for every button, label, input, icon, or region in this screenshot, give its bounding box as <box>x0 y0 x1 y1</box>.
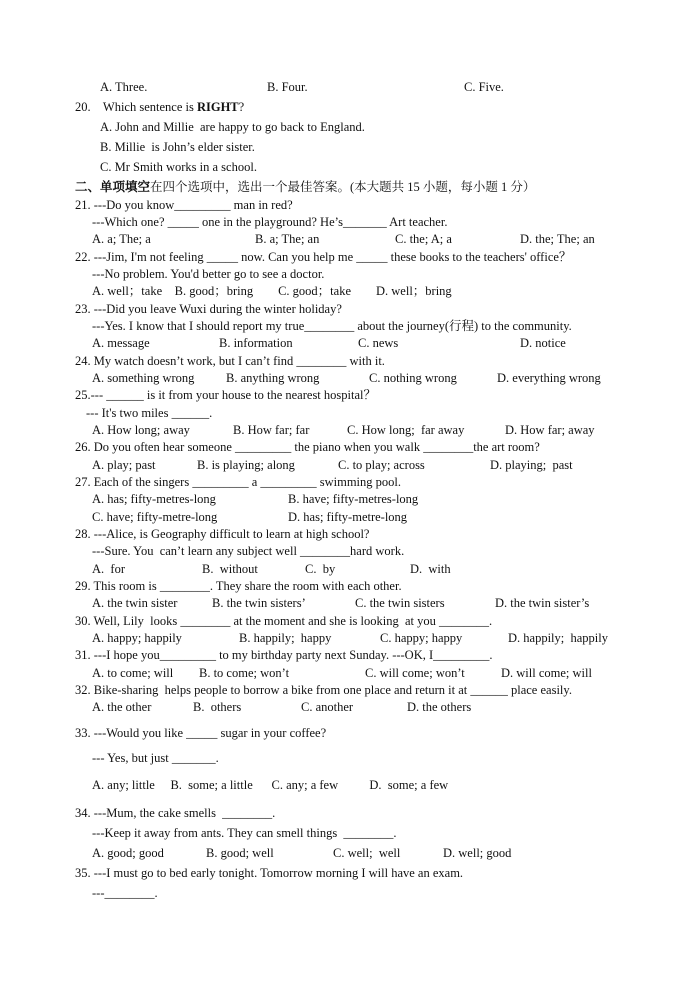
text-line <box>0 179 696 195</box>
line-text: 21. ---Do you know_________ man in red? <box>75 198 293 212</box>
line-text: 24. My watch doesn’t work, but I can’t find ________ with it. <box>75 354 385 368</box>
text-line <box>0 777 696 793</box>
line-cell <box>464 79 504 95</box>
line-text: ---________. <box>92 886 158 900</box>
line-cell <box>92 491 216 507</box>
line-cell <box>407 699 471 715</box>
line-text: A. any; little B. some; a little C. any; a few D. some; a few <box>92 778 449 792</box>
line-cell <box>100 119 365 135</box>
line-cell <box>75 805 275 821</box>
line-cell <box>92 214 447 230</box>
text-line <box>0 457 696 473</box>
line-text: 30. Well, Lily looks ________ at the moment and she is looking at you ________. <box>75 614 493 628</box>
line-text: A. happy; happily <box>92 631 182 645</box>
text-line <box>0 139 696 155</box>
text-line <box>0 647 696 663</box>
line-text: 32. Bike-sharing helps people to borrow a bike from one place and return it at ______ place easily. <box>75 683 572 697</box>
line-segment: B. without <box>202 562 258 576</box>
line-cell <box>75 865 463 881</box>
line-segment: 在四个选项中，选出一个最佳答案。(本大题共 15 小题，每小题 1 分） <box>150 180 536 194</box>
line-cell <box>355 595 445 611</box>
line-cell <box>369 370 457 386</box>
text-line <box>0 318 696 334</box>
line-text: ---Sure. You can’t learn any subject well ________hard work. <box>92 544 405 558</box>
text-line <box>0 301 696 317</box>
line-cell <box>92 422 190 438</box>
line-cell <box>92 699 151 715</box>
text-line <box>0 231 696 247</box>
text-line <box>0 665 696 681</box>
line-segment: B. is playing; along <box>197 458 295 472</box>
line-cell <box>358 335 398 351</box>
line-text: A. How long; away <box>92 423 190 437</box>
text-line <box>0 79 696 95</box>
line-segment: C. another <box>301 700 354 714</box>
line-segment: D. the; The; an <box>520 232 595 246</box>
line-cell <box>92 231 151 247</box>
line-text: A. good; good <box>92 846 164 860</box>
line-text: C. have; fifty-metre-long <box>92 510 218 524</box>
line-text: A. the twin sister <box>92 596 178 610</box>
line-segment: C. Five. <box>464 80 504 94</box>
line-segment: B. happily; happy <box>239 631 332 645</box>
line-segment: C. news <box>358 336 399 350</box>
line-text: A. something wrong <box>92 371 195 385</box>
text-line <box>0 197 696 213</box>
line-text: A. Three. <box>100 80 148 94</box>
text-line <box>0 99 696 115</box>
line-cell <box>92 825 397 841</box>
text-line <box>0 825 696 841</box>
line-cell <box>288 491 418 507</box>
line-cell <box>75 647 493 663</box>
line-cell <box>226 370 319 386</box>
line-cell <box>92 318 572 334</box>
text-line <box>0 387 696 403</box>
line-cell <box>443 845 511 861</box>
text-line <box>0 526 696 542</box>
line-cell <box>508 630 608 646</box>
line-cell <box>92 885 158 901</box>
text-line <box>0 578 696 594</box>
text-line <box>0 885 696 901</box>
line-segment: D. notice <box>520 336 566 350</box>
line-text: A. message <box>92 336 150 350</box>
line-cell <box>92 266 324 282</box>
text-line <box>0 561 696 577</box>
line-text: A. for <box>92 562 125 576</box>
line-cell <box>333 845 400 861</box>
text-line <box>0 699 696 715</box>
line-cell <box>100 159 257 175</box>
line-text: 35. ---I must go to bed early tonight. Tomorrow morning I will have an exam. <box>75 866 464 880</box>
line-cell <box>92 457 156 473</box>
line-cell <box>520 231 595 247</box>
line-text: ---Which one? _____ one in the playground? He’s_______ Art teacher. <box>92 215 448 229</box>
line-segment: B. have; fifty-metres-long <box>288 492 419 506</box>
line-segment: B. to come; won’t <box>199 666 290 680</box>
line-segment: D. happily; happily <box>508 631 608 645</box>
line-cell <box>380 630 462 646</box>
text-line <box>0 249 696 265</box>
line-cell <box>100 139 255 155</box>
line-text: 26. Do you often hear someone _________ the piano when you walk ________the art room? <box>75 440 540 454</box>
line-text: ---Yes. I know that I should report my true________ about the journey(行程) to the community. <box>92 319 572 333</box>
line-text: 28. ---Alice, is Geography difficult to learn at high school? <box>75 527 370 541</box>
line-cell <box>75 578 402 594</box>
line-segment: B. information <box>219 336 293 350</box>
line-cell <box>100 79 147 95</box>
text-line <box>0 750 696 766</box>
line-text: 34. ---Mum, the cake smells ________. <box>75 806 276 820</box>
line-cell <box>193 699 241 715</box>
line-text: ---Keep it away from ants. They can smell things ________. <box>92 826 397 840</box>
line-cell <box>233 422 309 438</box>
line-segment: C. well; well <box>333 846 401 860</box>
text-line <box>0 353 696 369</box>
text-line <box>0 474 696 490</box>
line-cell <box>75 197 293 213</box>
line-cell <box>501 665 592 681</box>
line-segment: B. good; well <box>206 846 274 860</box>
line-text: --- Yes, but just _______. <box>92 751 219 765</box>
line-segment: D. has; fifty-metre-long <box>288 510 408 524</box>
line-cell <box>75 249 571 265</box>
line-segment: B. Four. <box>267 80 308 94</box>
text-line <box>0 159 696 175</box>
line-cell <box>202 561 258 577</box>
text-line <box>0 805 696 821</box>
line-text: C. Mr Smith works in a school. <box>100 160 257 174</box>
text-line <box>0 865 696 881</box>
line-text: 29. This room is ________. They share the room with each other. <box>75 579 402 593</box>
line-cell <box>75 526 369 542</box>
line-segment: B. anything wrong <box>226 371 320 385</box>
line-text: A. well；take B. good；bring C. good；take D. well；bring <box>92 284 452 298</box>
line-cell <box>92 845 164 861</box>
line-segment: B. others <box>193 700 242 714</box>
line-text: A. to come; will <box>92 666 174 680</box>
line-text: 23. ---Did you leave Wuxi during the winter holiday? <box>75 302 342 316</box>
line-cell <box>338 457 425 473</box>
line-segment: D. everything wrong <box>497 371 601 385</box>
line-cell <box>288 509 407 525</box>
text-line <box>0 630 696 646</box>
text-line <box>0 405 696 421</box>
text-line <box>0 214 696 230</box>
line-cell <box>75 725 326 741</box>
line-text: B. Millie is John’s elder sister. <box>100 140 255 154</box>
line-segment: D. will come; will <box>501 666 592 680</box>
text-line <box>0 682 696 698</box>
line-segment: D. the others <box>407 700 472 714</box>
line-segment: C. happy; happy <box>380 631 463 645</box>
line-cell <box>75 179 535 195</box>
line-text: A. a; The; a <box>92 232 151 246</box>
line-segment: C. will come; won’t <box>365 666 465 680</box>
text-line <box>0 613 696 629</box>
line-cell <box>301 699 353 715</box>
line-cell <box>92 561 125 577</box>
line-cell <box>86 405 212 421</box>
text-line <box>0 509 696 525</box>
line-text: ---No problem. You'd better go to see a doctor. <box>92 267 325 281</box>
line-text: 25.--- ______ is it from your house to the nearest hospital？ <box>75 388 376 402</box>
line-cell <box>212 595 306 611</box>
line-segment: ? <box>238 100 245 114</box>
line-text: A. the other <box>92 700 152 714</box>
line-cell <box>75 682 572 698</box>
line-segment: D. playing; past <box>490 458 573 472</box>
line-cell <box>497 370 601 386</box>
line-cell <box>92 630 182 646</box>
line-cell <box>199 665 289 681</box>
line-cell <box>365 665 465 681</box>
text-line <box>0 422 696 438</box>
line-text: --- It's two miles ______. <box>86 406 213 420</box>
line-cell <box>410 561 451 577</box>
line-cell <box>520 335 566 351</box>
line-cell <box>92 750 219 766</box>
text-line <box>0 266 696 282</box>
line-text: 20. Which sentence is <box>75 100 197 114</box>
line-cell <box>206 845 274 861</box>
line-segment: D. the twin sister’s <box>495 596 590 610</box>
line-text: 27. Each of the singers _________ a _________ swimming pool. <box>75 475 402 489</box>
line-cell <box>267 79 308 95</box>
line-cell <box>75 387 376 403</box>
line-text: A. John and Millie are happy to go back to England. <box>100 120 365 134</box>
text-line <box>0 370 696 386</box>
text-line <box>0 335 696 351</box>
line-segment: C. to play; across <box>338 458 425 472</box>
line-cell <box>75 353 385 369</box>
line-text: 二、单项填空 <box>75 180 151 194</box>
line-text: A. has; fifty-metres-long <box>92 492 216 506</box>
line-cell <box>75 301 342 317</box>
text-line <box>0 595 696 611</box>
line-segment: C. the; A; a <box>395 232 452 246</box>
text-line <box>0 845 696 861</box>
text-line <box>0 725 696 741</box>
line-cell <box>92 665 173 681</box>
line-cell <box>75 439 540 455</box>
line-cell <box>92 543 404 559</box>
line-segment: C. by <box>305 562 336 576</box>
line-cell <box>92 777 448 793</box>
line-cell <box>505 422 595 438</box>
line-cell <box>92 335 150 351</box>
text-line <box>0 283 696 299</box>
line-cell <box>490 457 573 473</box>
text-line <box>0 491 696 507</box>
line-cell <box>75 474 401 490</box>
line-segment: C. How long; far away <box>347 423 465 437</box>
line-cell <box>255 231 319 247</box>
line-text: 31. ---I hope you_________ to my birthday party next Sunday. ---OK, I_________. <box>75 648 493 662</box>
line-cell <box>92 595 177 611</box>
line-cell <box>395 231 452 247</box>
text-line <box>0 119 696 135</box>
line-cell <box>75 99 244 115</box>
line-segment: RIGHT <box>196 100 239 114</box>
line-cell <box>92 370 194 386</box>
text-line <box>0 439 696 455</box>
text-line <box>0 543 696 559</box>
line-cell <box>92 509 217 525</box>
line-text: A. play; past <box>92 458 156 472</box>
line-cell <box>347 422 464 438</box>
line-text: 33. ---Would you like _____ sugar in your coffee? <box>75 726 327 740</box>
line-cell <box>239 630 331 646</box>
line-cell <box>197 457 295 473</box>
line-segment: C. the twin sisters <box>355 596 445 610</box>
line-segment: B. the twin sisters’ <box>212 596 306 610</box>
line-segment: D. well; good <box>443 846 512 860</box>
line-segment: C. nothing wrong <box>369 371 457 385</box>
line-segment: D. How far; away <box>505 423 595 437</box>
line-text: 22. ---Jim, I'm not feeling _____ now. Can you help me _____ these books to the teachers' office？ <box>75 250 572 264</box>
line-cell <box>92 283 452 299</box>
line-cell <box>75 613 492 629</box>
line-cell <box>305 561 335 577</box>
line-segment: B. a; The; an <box>255 232 320 246</box>
line-cell <box>495 595 589 611</box>
line-segment: B. How far; far <box>233 423 310 437</box>
line-segment: D. with <box>410 562 451 576</box>
line-cell <box>219 335 293 351</box>
